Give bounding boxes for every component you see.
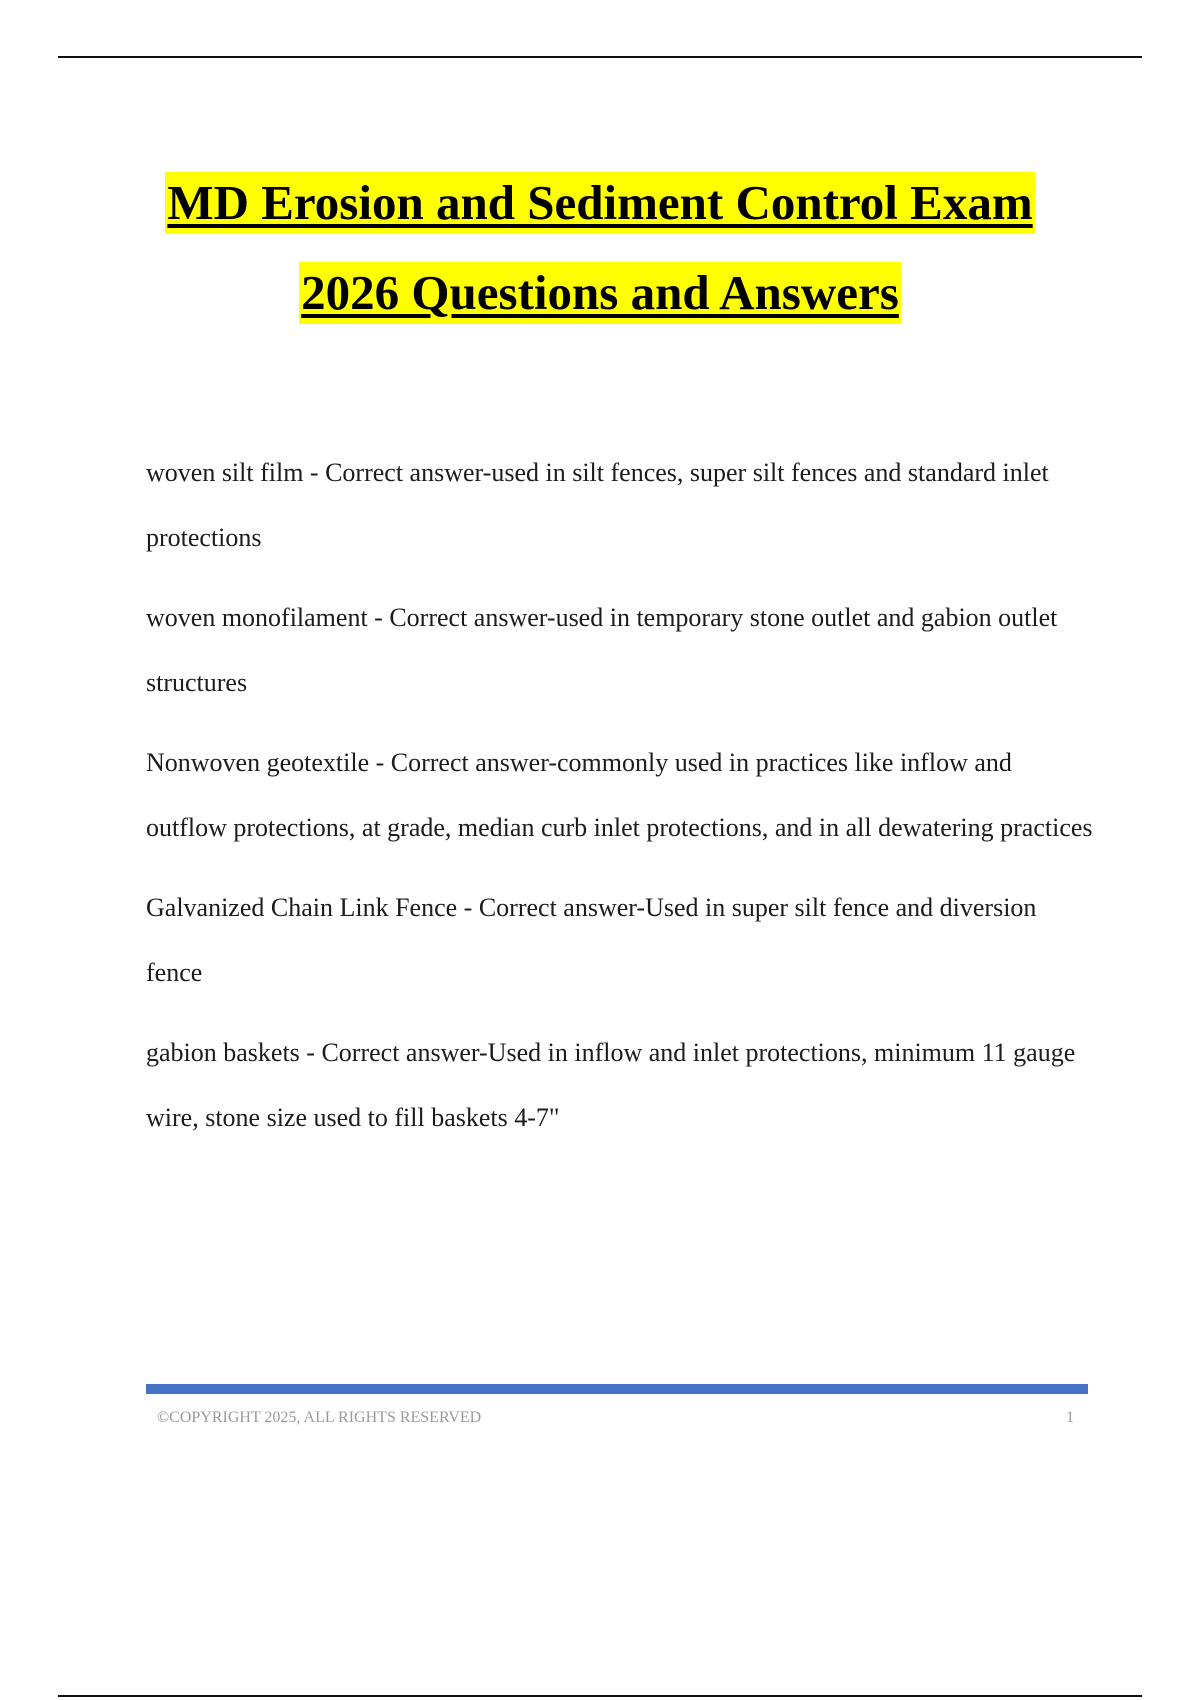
- footer-page-number: 1: [1066, 1409, 1074, 1426]
- qa-list: [146, 440, 1096, 1165]
- qa-item-woven-monofilament: woven monofilament - Correct answer-used in temporary stone outlet and gabion outlet structures: [146, 603, 1058, 697]
- top-page-rule: [58, 56, 1142, 58]
- title-line-1-text: MD Erosion and Sediment Control Exam: [165, 172, 1034, 234]
- document-title: [0, 170, 1200, 350]
- title-line-2-text: 2026 Questions and Answers: [299, 262, 901, 324]
- qa-item-galvanized-chain-link-fence: Galvanized Chain Link Fence - Correct answer-Used in super silt fence and diversion fence: [146, 893, 1037, 987]
- qa-item-woven-silt-film: woven silt film - Correct answer-used in silt fences, super silt fences and standard inlet protections: [146, 458, 1049, 552]
- qa-item-nonwoven-geotextile: Nonwoven geotextile - Correct answer-commonly used in practices like inflow and outflow protections, at grade, median curb inlet protections, and in all dewatering practices: [146, 748, 1093, 842]
- footer-copyright: ©COPYRIGHT 2025, ALL RIGHTS RESERVED: [157, 1409, 482, 1426]
- title-line-2: [0, 260, 1200, 350]
- title-line-1: [0, 170, 1200, 260]
- footer-bar: [146, 1384, 1088, 1394]
- qa-item-gabion-baskets: gabion baskets - Correct answer-Used in inflow and inlet protections, minimum 11 gauge wire, stone size used to fill baskets 4-7": [146, 1038, 1076, 1132]
- bottom-page-rule: [58, 1695, 1142, 1697]
